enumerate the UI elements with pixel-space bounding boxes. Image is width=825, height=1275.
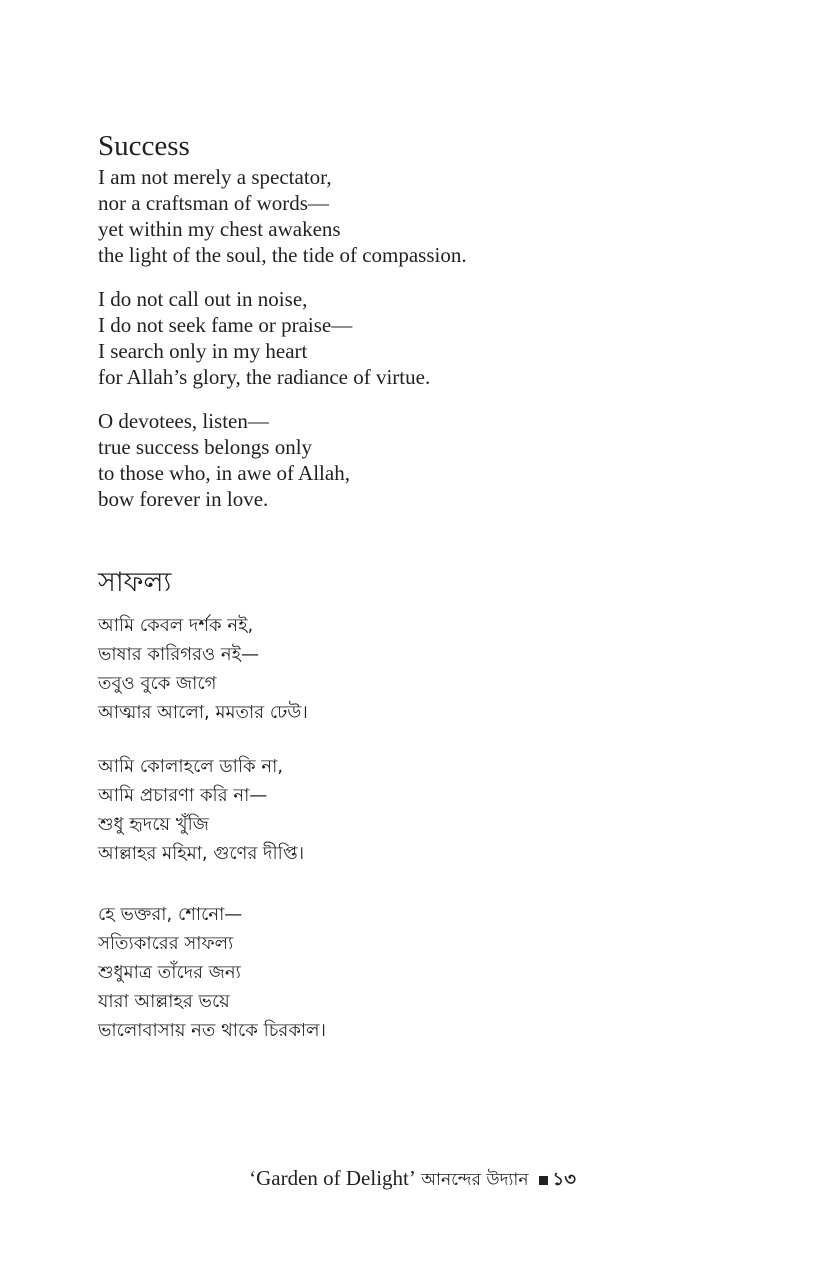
poem-line: for Allah’s glory, the radiance of virtue. xyxy=(98,365,431,389)
english-stanza-3 xyxy=(98,408,350,512)
poem-line: ভালোবাসায় নত থাকে চিরকাল। xyxy=(98,1020,326,1041)
poem-line: ভাষার কারিগরও নই— xyxy=(98,644,260,665)
poem-line: তবুও বুকে জাগে xyxy=(98,673,217,694)
poem-line: আত্মার আলো, মমতার ঢেউ। xyxy=(98,702,308,723)
poem-line: আমি কোলাহলে ডাকি না, xyxy=(98,756,284,777)
footer-book-title-english: ‘Garden of Delight’ xyxy=(249,1166,416,1190)
poem-line: O devotees, listen— xyxy=(98,409,269,433)
bengali-stanza-2 xyxy=(98,752,304,868)
poem-line: শুধু হৃদয়ে খুঁজি xyxy=(98,814,209,835)
poem-line: হে ভক্তরা, শোনো— xyxy=(98,904,243,925)
page-number: ১৩ xyxy=(552,1169,576,1190)
poem-line: I do not seek fame or praise— xyxy=(98,313,353,337)
bengali-stanza-1 xyxy=(98,611,308,727)
poem-line: আমি কেবল দর্শক নই, xyxy=(98,615,254,636)
page-footer xyxy=(0,1164,825,1194)
poem-line: nor a craftsman of words— xyxy=(98,191,329,215)
bengali-stanza-3 xyxy=(98,900,326,1045)
poem-line: the light of the soul, the tide of compassion. xyxy=(98,243,467,267)
poem-line: শুধুমাত্র তাঁদের জন্য xyxy=(98,962,241,983)
poem-line: আমি প্রচারণা করি না— xyxy=(98,785,268,806)
poem-line: I do not call out in noise, xyxy=(98,287,308,311)
english-stanza-2 xyxy=(98,286,430,390)
poem-line: I search only in my heart xyxy=(98,339,308,363)
footer-book-title-bengali: আনন্দের উদ্যান xyxy=(421,1170,529,1190)
english-stanza-1 xyxy=(98,164,467,268)
bengali-poem-title: সাফল্য xyxy=(98,567,172,598)
poem-line: আল্লাহর মহিমা, গুণের দীপ্তি। xyxy=(98,843,305,864)
poem-line: সত্যিকারের সাফল্য xyxy=(98,933,234,954)
poem-line: I am not merely a spectator, xyxy=(98,165,332,189)
poem-line: to those who, in awe of Allah, xyxy=(98,461,350,485)
poem-line: true success belongs only xyxy=(98,435,313,459)
square-bullet-icon xyxy=(539,1176,548,1185)
poem-line: yet within my chest awakens xyxy=(98,217,341,241)
poem-line: যারা আল্লাহর ভয়ে xyxy=(98,991,230,1012)
poem-line: bow forever in love. xyxy=(98,487,269,511)
english-poem-title: Success xyxy=(98,130,190,162)
